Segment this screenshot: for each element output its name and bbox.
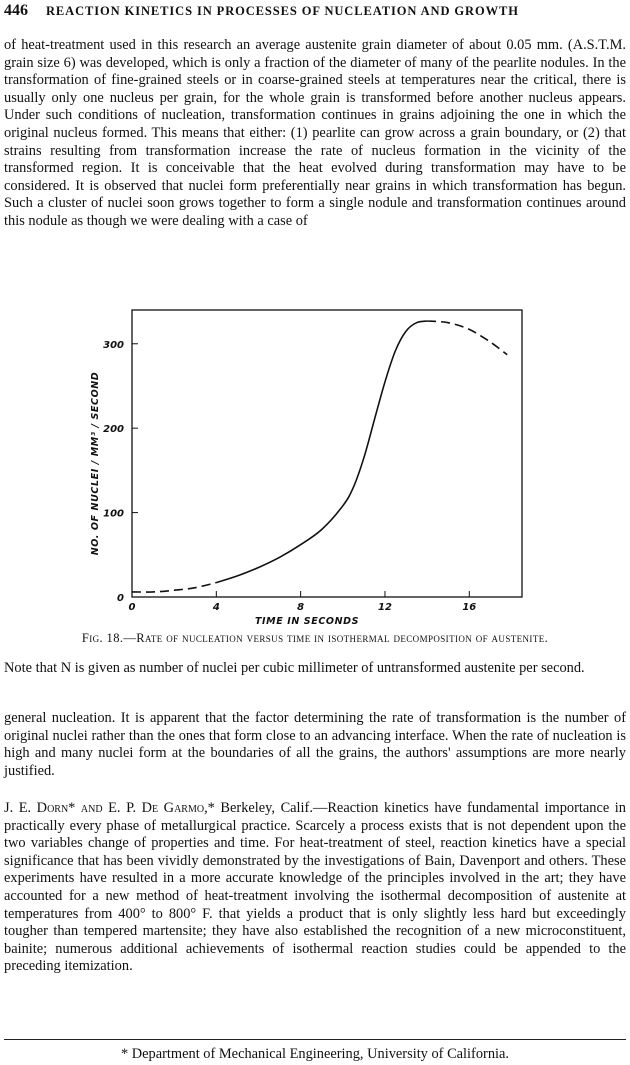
running-title: REACTION KINETICS IN PROCESSES OF NUCLEATION AND GROWTH	[46, 4, 519, 18]
page-number: 446	[4, 2, 28, 19]
y-tick-label: 300	[103, 339, 124, 351]
footnote: * Department of Mechanical Engineering, University of California.	[120, 1046, 510, 1062]
x-tick-label: 0	[128, 602, 136, 613]
data-series-line-dashed	[132, 583, 216, 592]
data-series-line-solid	[216, 321, 427, 583]
y-tick-label: 200	[103, 424, 124, 436]
discussion-authors: J. E. Dorn* and E. P. De Garmo,*	[4, 800, 215, 816]
figure-note: Note that N is given as number of nuclei per cubic millimeter of untransformed austenite per second.	[4, 660, 585, 676]
nucleation-rate-chart	[84, 302, 544, 632]
footnote-rule	[4, 1039, 626, 1040]
y-tick-label: 100	[103, 508, 124, 520]
x-axis-label: TIME IN SECONDS	[254, 616, 360, 627]
discussion-text: Berkeley, Calif.—Reaction kinetics have fundamental importance in practically every phase of metallurgical practice. Scarcely a process exists that is not dependent upon the two variables change of properties and time. For heat-treatment of steel, reaction kinetics have a special significance that has been vividly demonstrated by the investigations of Bain, Davenport and others. These experiments have resulted in a more accurate knowledge of the principles involved in the art; they have accounted for a new method of heat-treatment involving the isothermal decomposition of austenite at temperatures from 400° to 800° F. that yields a product that is only slightly less hard but exceedingly tougher than tempered martensite; they have also established the recognition of a new microconstituent, bainite; numerous additional achievements of isothermal reaction studies could be appended to the preceding itemization.	[4, 800, 626, 975]
x-tick-label: 12	[378, 602, 392, 613]
x-tick-label: 4	[212, 602, 220, 613]
page-header	[4, 2, 626, 24]
x-tick-label: 8	[297, 602, 305, 613]
y-axis-label: NO. OF NUCLEI / MM³ / SECOND	[90, 371, 101, 556]
body-paragraph-2: general nucleation. It is apparent that the factor determining the rate of transformation is the number of original nuclei rather than the ones that form close to an advancing interface. When the rate of nucleation is high and many nuclei form at the boundaries of all the grains, the authors' assumptions are more nearly justified.	[4, 710, 626, 779]
figure-caption	[4, 632, 626, 645]
figure-caption-text: Fig. 18.—Rate of nucleation versus time in isothermal decomposition of austenite.	[81, 631, 549, 645]
data-series-line-dashed	[427, 321, 507, 355]
x-tick-label: 16	[462, 602, 477, 613]
plot-frame	[132, 310, 522, 597]
y-tick-label: 0	[117, 593, 124, 604]
body-paragraph-1: of heat-treatment used in this research an average austenite grain diameter of about 0.05 mm. (A.S.T.M. grain size 6) was developed, which is only a fraction of the diameter of many of the pearlite nodules. In the transformation of fine-grained steels or in coarse-grained steels at temperatures near the critical, there is usually only one nucleus per grain, for the whole grain is transformed before another nucleus appears. Under such conditions of nucleation, transformation continues in grains adjoining the one in which the original nucleus formed. This means that either: (1) pearlite can grow across a grain boundary, or (2) that strains resulting from transformation increase the rate of nucleus formation in the vicinity of the transformed region. It is conceivable that the heat evolved during transformation may have to be considered. It is observed that nuclei form preferentially near grains in which transformation has begun. Such a cluster of nuclei soon grows together to form a single nodule and transformation continues around this nodule as though we were dealing with a case of	[4, 37, 626, 229]
body-paragraph-3	[4, 800, 626, 976]
